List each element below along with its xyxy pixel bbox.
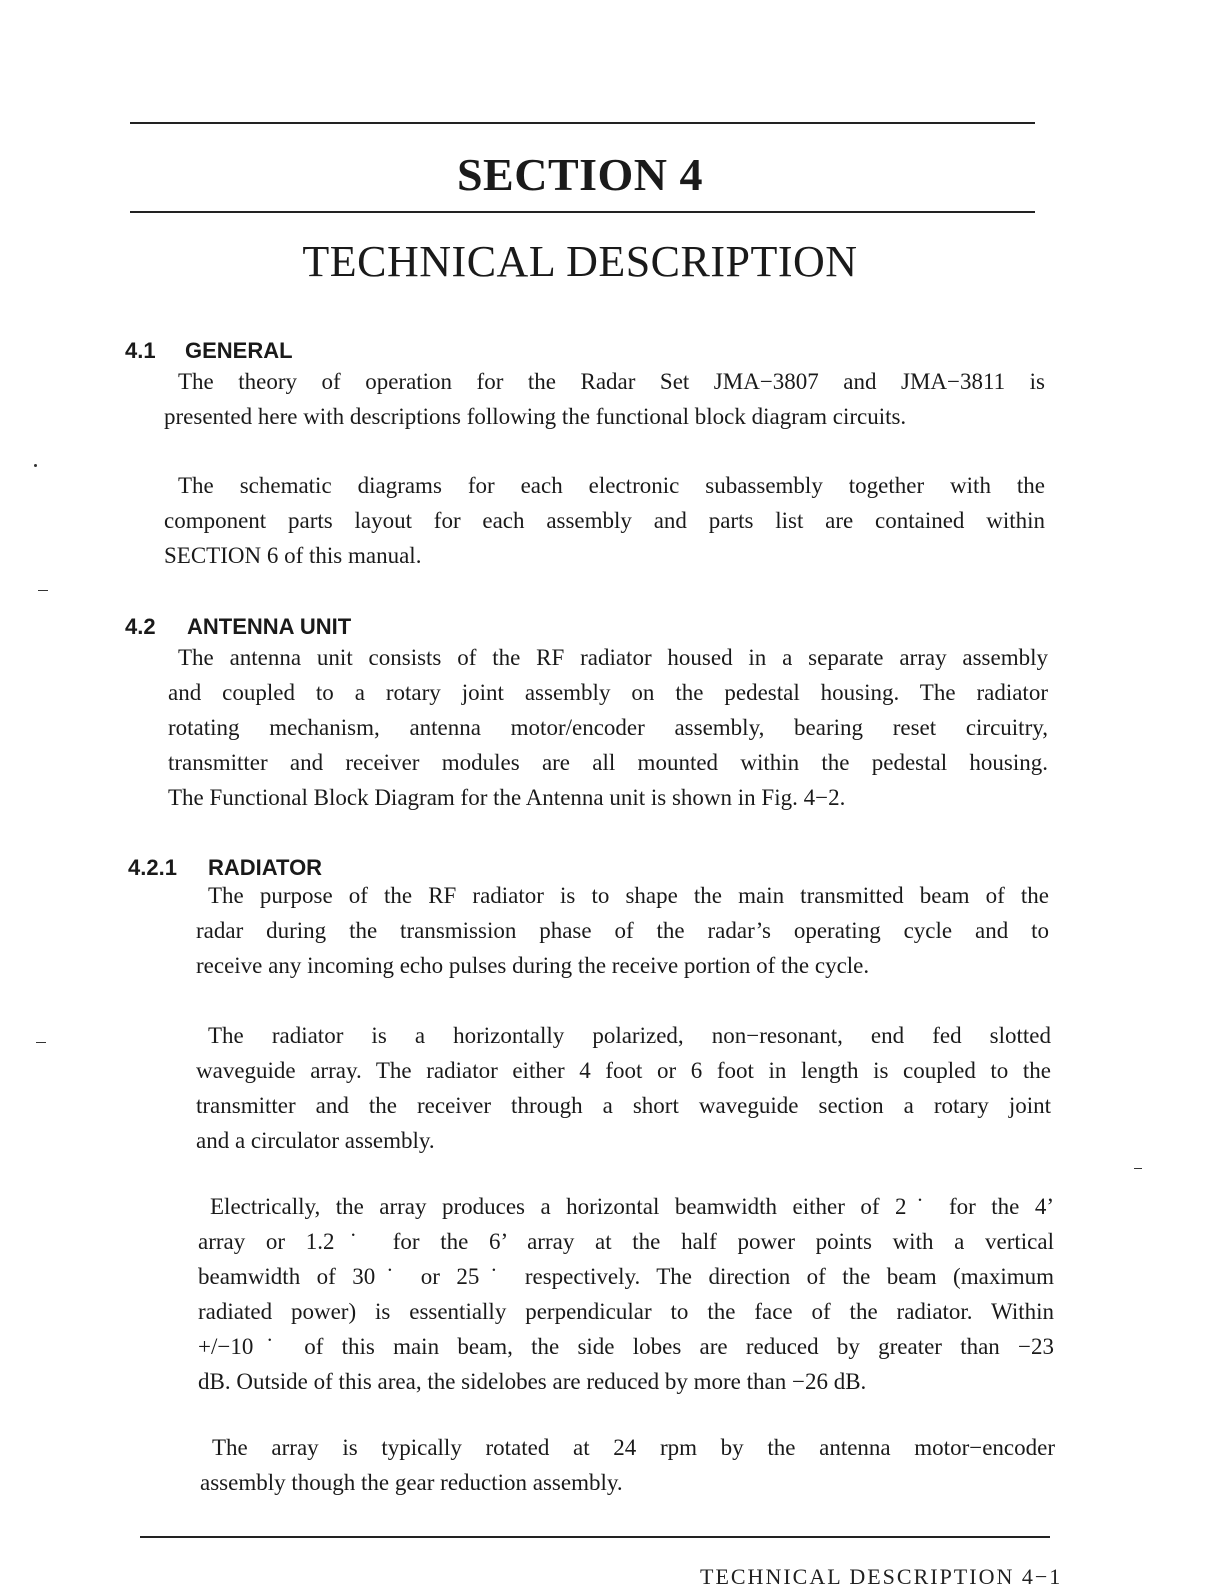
text-line: array or 1.2˙ for the 6’ array at the half power points with a vertical xyxy=(198,1229,1054,1254)
text-line: The Functional Block Diagram for the Antenna unit is shown in Fig. 4−2. xyxy=(168,785,846,810)
paragraph xyxy=(164,468,1045,573)
heading-text: RADIATOR xyxy=(208,855,323,880)
text-line: radar during the transmission phase of the radar’s operating cycle and to xyxy=(196,918,1049,943)
top-rule xyxy=(130,122,1035,124)
page-title: TECHNICAL DESCRIPTION xyxy=(302,237,858,286)
text-line: The radiator is a horizontally polarized, non−resonant, end fed slotted xyxy=(208,1023,1051,1048)
heading-text: GENERAL xyxy=(185,338,293,363)
text-line: dB. Outside of this area, the sidelobes are reduced by more than −26 dB. xyxy=(198,1369,867,1394)
text-line: SECTION 6 of this manual. xyxy=(164,543,422,568)
text-line: transmitter and receiver modules are all mounted within the pedestal housing. xyxy=(168,750,1048,775)
text-line: component parts layout for each assembly and parts list are contained within xyxy=(164,508,1045,533)
scan-mark xyxy=(1134,1168,1142,1169)
section-title: SECTION 4 xyxy=(456,149,704,200)
text-line: and a circulator assembly. xyxy=(196,1128,435,1153)
paragraph xyxy=(168,640,1048,815)
text-line: The antenna unit consists of the RF radiator housed in a separate array assembly xyxy=(178,645,1048,670)
heading-number: 4.2 xyxy=(125,614,156,639)
paragraph xyxy=(164,364,1045,434)
heading-4-2 xyxy=(125,614,351,640)
text-line: assembly though the gear reduction assembly. xyxy=(200,1470,623,1495)
paragraph xyxy=(198,1189,1054,1399)
text-line: The purpose of the RF radiator is to shape the main transmitted beam of the xyxy=(208,883,1049,908)
heading-4-1 xyxy=(125,338,293,364)
text-line: waveguide array. The radiator either 4 foot or 6 foot in length is coupled to the xyxy=(196,1058,1051,1083)
text-line: The schematic diagrams for each electronic subassembly together with the xyxy=(178,473,1045,498)
text-line: The array is typically rotated at 24 rpm by the antenna motor−encoder xyxy=(212,1435,1055,1460)
text-line: rotating mechanism, antenna motor/encoder assembly, bearing reset circuitry, xyxy=(168,715,1048,740)
page-footer: TECHNICAL DESCRIPTION 4−1 xyxy=(700,1564,1063,1589)
text-line: +/−10˙ of this main beam, the side lobes are reduced by greater than −23 xyxy=(198,1334,1054,1359)
text-line: The theory of operation for the Radar Set JMA−3807 and JMA−3811 is xyxy=(178,369,1045,394)
scan-mark xyxy=(36,1042,46,1043)
scan-speck xyxy=(34,464,37,467)
paragraph xyxy=(200,1430,1055,1500)
heading-number: 4.1 xyxy=(125,338,156,363)
text-line: and coupled to a rotary joint assembly on the pedestal housing. The radiator xyxy=(168,680,1048,705)
heading-text: ANTENNA UNIT xyxy=(187,614,352,639)
text-line: radiated power) is essentially perpendicular to the face of the radiator. Within xyxy=(198,1299,1054,1324)
footer-rule xyxy=(140,1536,1050,1538)
text-line: presented here with descriptions following the functional block diagram circuits. xyxy=(164,404,907,429)
text-line: transmitter and the receiver through a short waveguide section a rotary joint xyxy=(196,1093,1051,1118)
text-line: Electrically, the array produces a horizontal beamwidth either of 2˙ for the 4’ xyxy=(210,1194,1054,1219)
paragraph xyxy=(196,1018,1051,1158)
title-rule xyxy=(130,211,1035,213)
scan-mark xyxy=(38,590,48,591)
paragraph xyxy=(196,878,1049,983)
text-line: receive any incoming echo pulses during the receive portion of the cycle. xyxy=(196,953,870,978)
text-line: beamwidth of 30˙ or 25˙ respectively. The direction of the beam (maximum xyxy=(198,1264,1054,1289)
heading-number: 4.2.1 xyxy=(128,855,177,880)
